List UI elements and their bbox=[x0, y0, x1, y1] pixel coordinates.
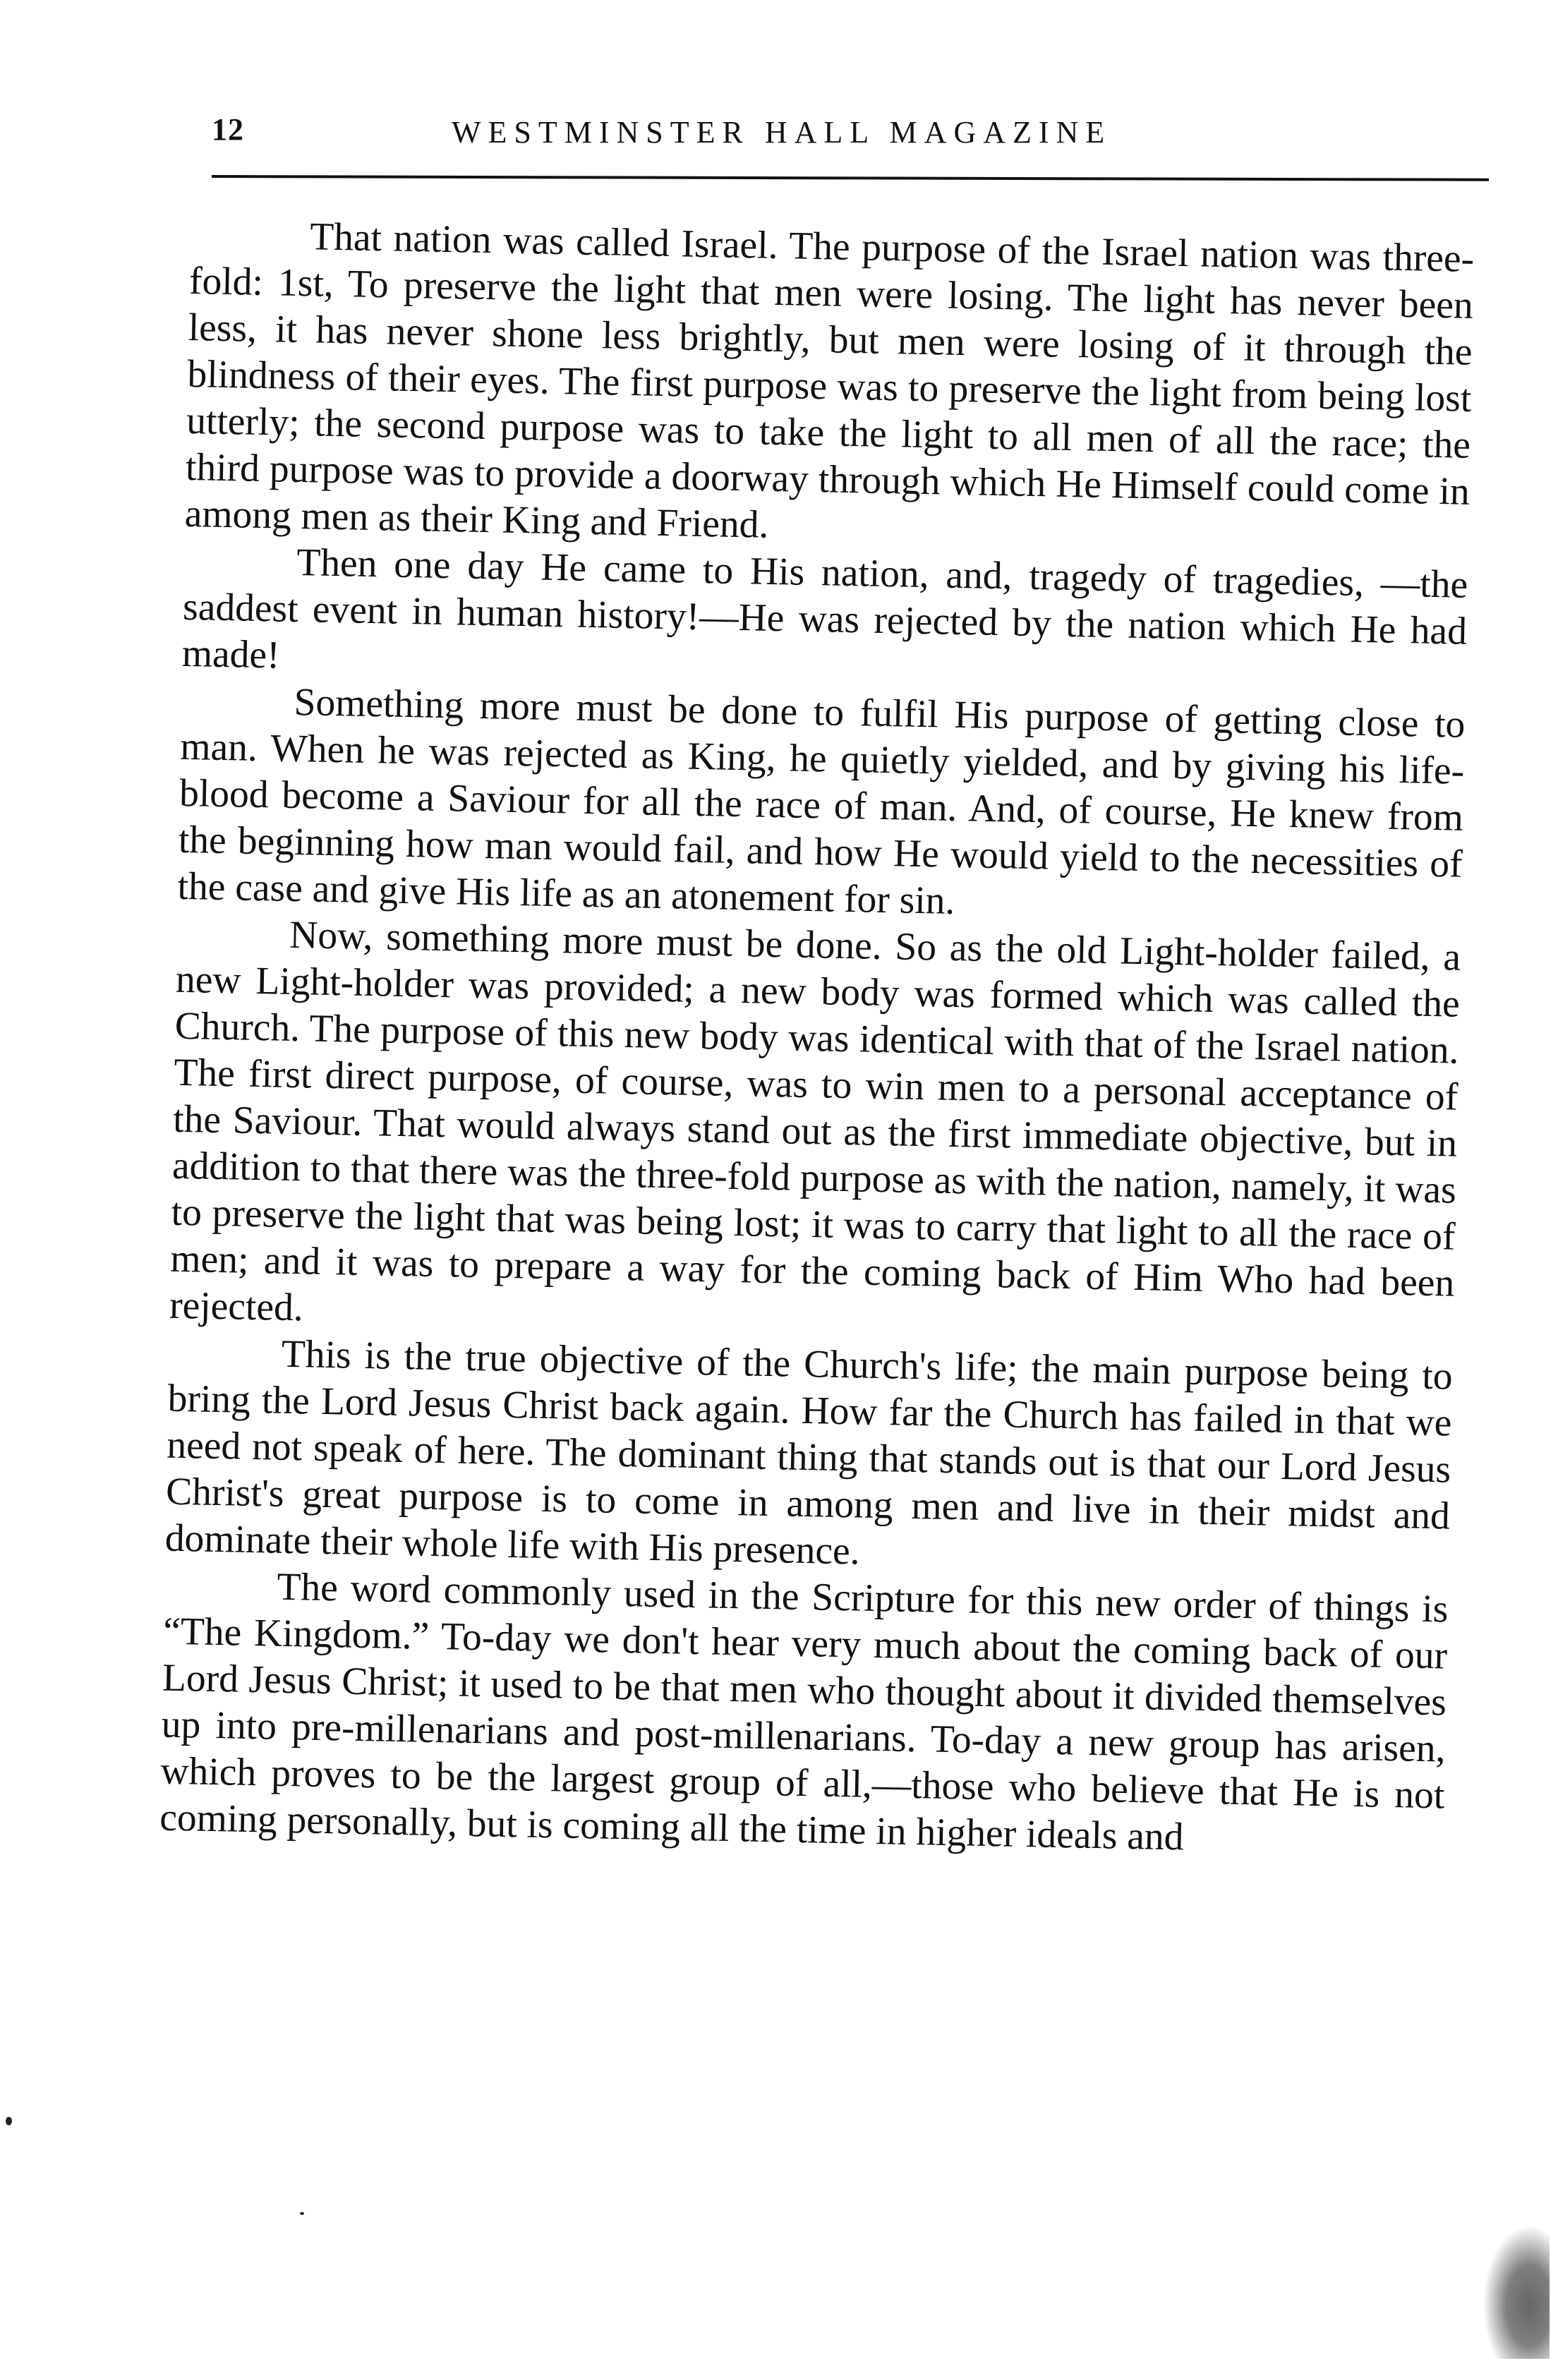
article-body bbox=[159, 212, 1475, 1866]
paragraph-4: Now, something more must be done. So as the old Light-holder failed, a new Light-holder was provided; a new body was formed which was called the Church. The purpose of this new body was identical with that of the Israel nation. The first direct purpose, of course, was to win men to a personal acceptance of the Saviour. That would always stand out as the first immediate objective, but in addition to that there was the three-fold purpose as with the nation, namely, it was to preserve the light that was being lost; it was to carry that light to all the race of men; and it was to prepare a way for the coming back of Him Who had been rejected. bbox=[169, 913, 1461, 1330]
page-number: 12 bbox=[212, 112, 244, 147]
scan-smudge-corner bbox=[1482, 2225, 1550, 2359]
page-header bbox=[212, 111, 1482, 168]
paragraph-2: Then one day He came to His nation, and, tragedy of tragedies, —the saddest event in human history!—He was rejected by the nation which He had made! bbox=[181, 540, 1468, 677]
running-title: WESTMINSTER HALL MAGAZINE bbox=[452, 115, 1112, 150]
paragraph-5: This is the true objective of the Church's life; the main purpose being to bring the Lord Jesus Christ back again. How far the Church has failed in that we need not speak of here. The dominant thing that stands out is that our Lord Jesus Christ's great purpose is to come in among men and live in their midst and dominate their whole life with His presence. bbox=[164, 1332, 1454, 1573]
paragraph-6: The word commonly used in the Scripture for this new order of things is “The Kingdom.” To-day we don't hear very much about the coming back of our Lord Jesus Christ; it used to be that men who thought about it divided themselves up into pre-millenarians and post-millenarians. To-day a new group has arisen, which proves to be the largest group of all,—those who believe that He is not coming personally, but is coming all the time in higher ideals and bbox=[159, 1565, 1449, 1859]
paragraph-1: That nation was called Israel. The purpose of the Israel nation was three-fold: 1st, To preserve the light that men were losing. The light has never been less, it has never shone less brightly, but men were losing of it through the blindness of their eyes. The first purpose was to preserve the light from being lost utterly; the second purpose was to take the light to all men of all the race; the third purpose was to provide a doorway through which He Himself could come in among men as their King and Friend. bbox=[184, 215, 1475, 547]
header-rule bbox=[212, 175, 1489, 181]
paragraph-3: Something more must be done to fulfil His purpose of getting close to man. When he was rejected as King, he quietly yielded, and by giving his life-blood become a Saviour for all the race of man. And, of course, He knew from the beginning how man would fail, and how He would yield to the necessities of the case and give His life as an atonement for sin. bbox=[177, 680, 1466, 923]
scan-speck-bottom bbox=[300, 2212, 304, 2215]
scan-speck-left bbox=[6, 2117, 12, 2125]
